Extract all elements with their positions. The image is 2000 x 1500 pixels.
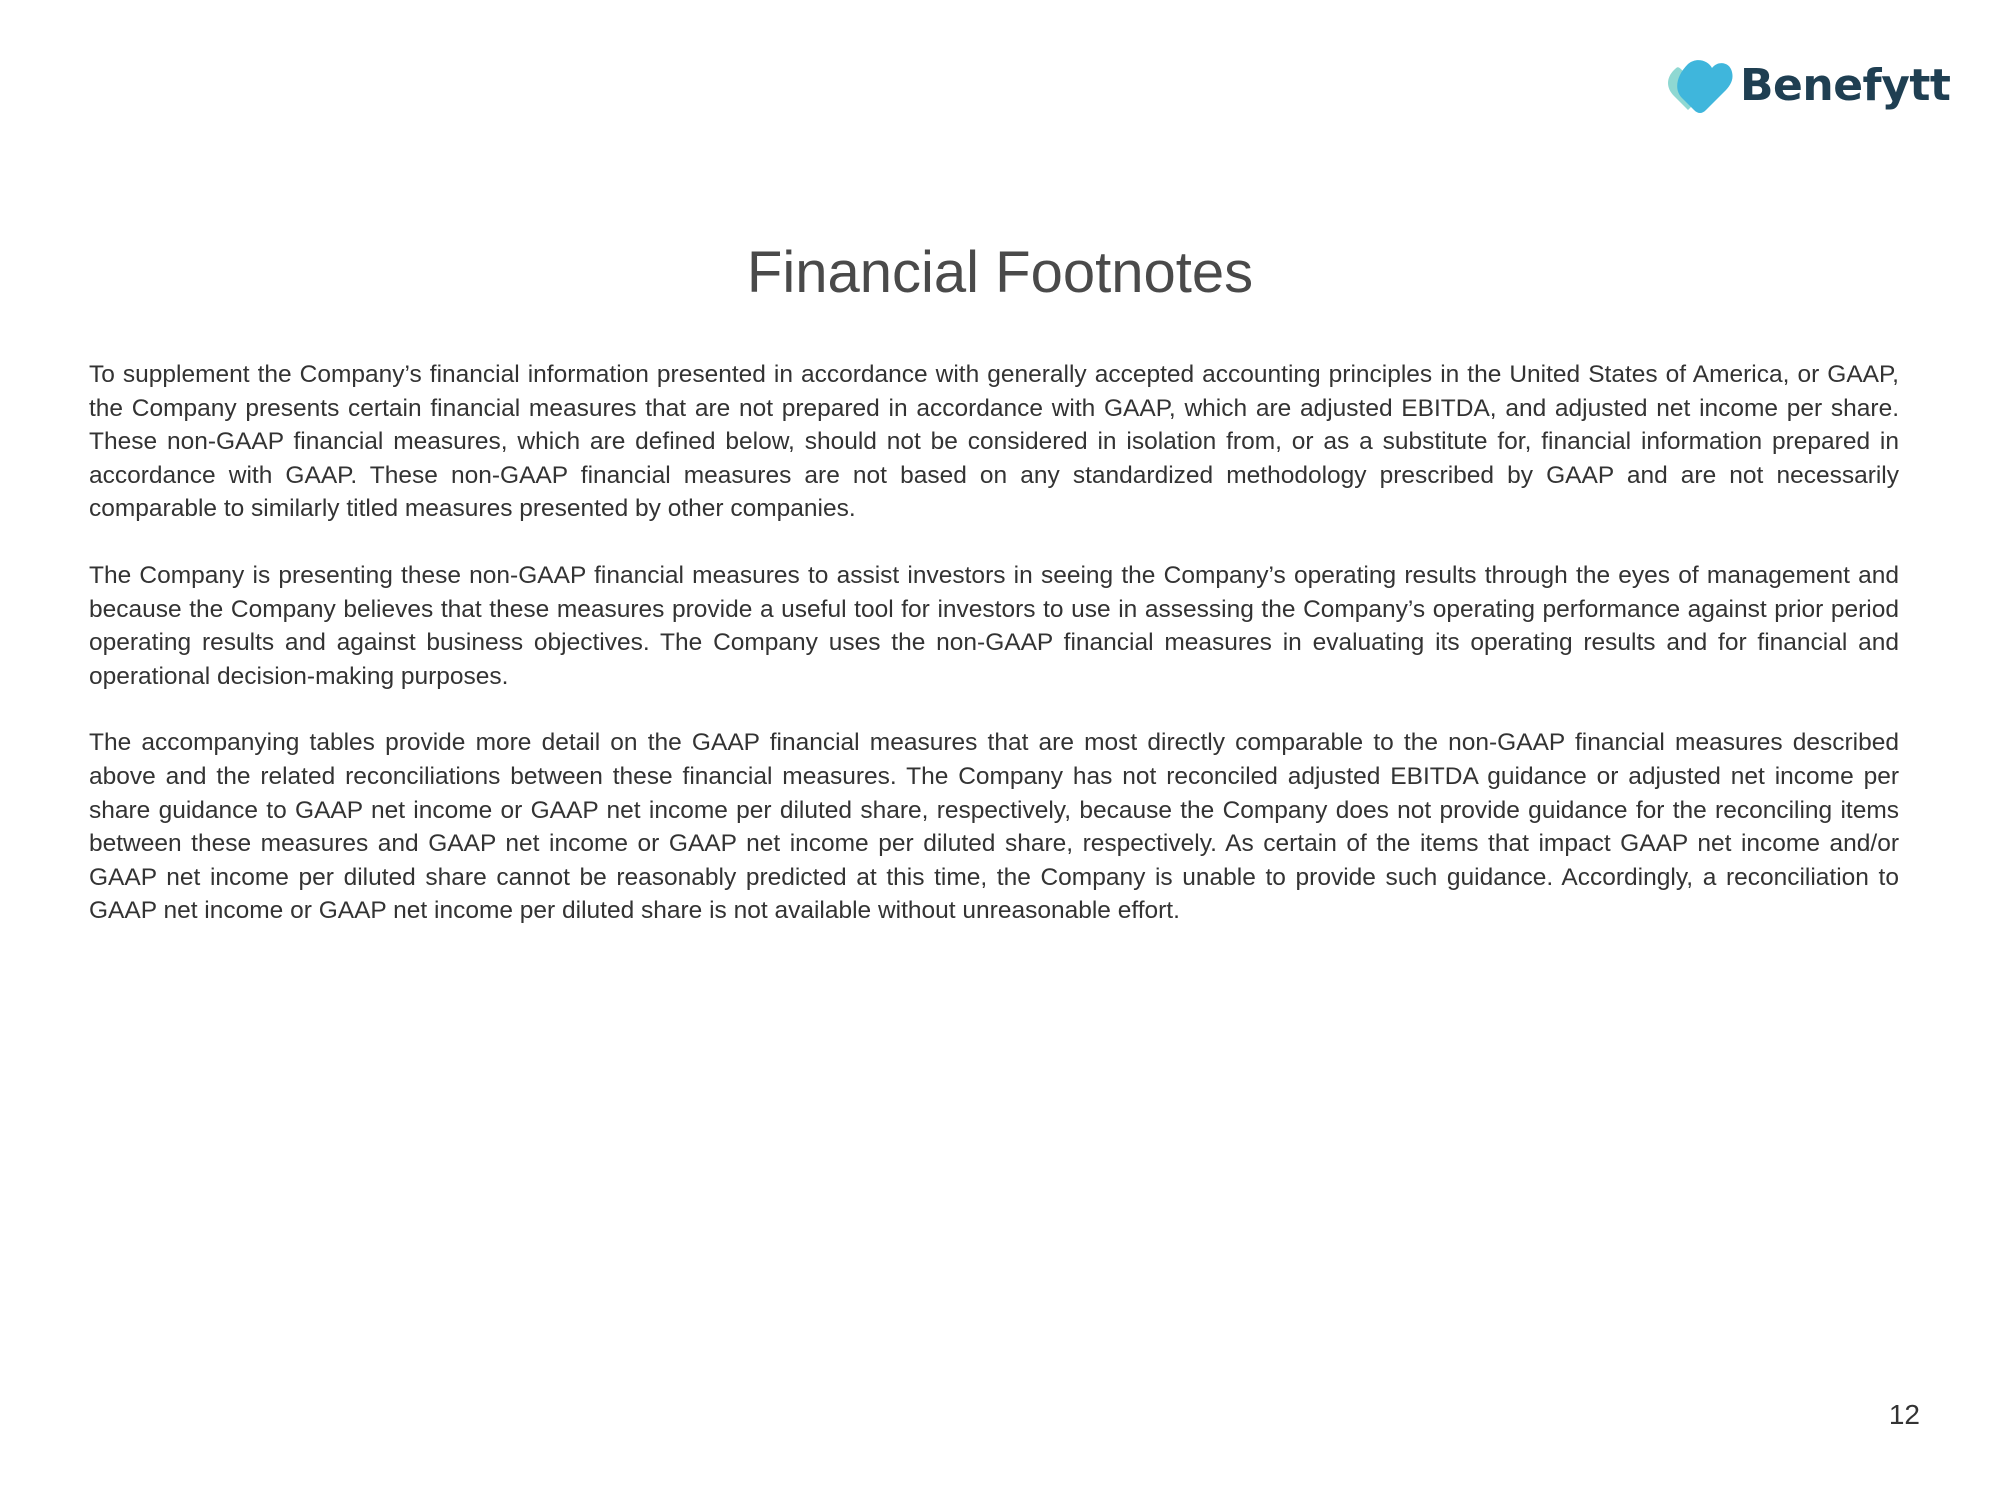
footnote-paragraph: To supplement the Company’s financial information presented in accordance with generally accepted accounting principles in the United States of America, or GAAP, the Company presents certain financial measures that are not prepared in accordance with GAAP, which are adjusted EBITDA, and adjusted net income per share. These non-GAAP financial measures, which are defined below, should not be considered in isolation from, or as a substitute for, financial information prepared in accordance with GAAP. These non-GAAP financial measures are not based on any standardized methodology prescribed by GAAP and are not necessarily comparable to similarly titled measures presented by other companies.: [89, 361, 1899, 523]
logo-wordmark: Benefytt: [1740, 60, 1951, 111]
footnote-paragraph: The Company is presenting these non-GAAP financial measures to assist investors in seeing the Company’s operating results through the eyes of management and because the Company believes that these measures provide a useful tool for investors to use in assessing the Company’s operating performance against prior period operating results and against business objectives. The Company uses the non-GAAP financial measures in evaluating its operating results and for financial and operational decision-making purposes.: [89, 561, 1899, 690]
heart-icon: [1664, 58, 1734, 114]
footnote-body: [89, 358, 1899, 961]
slide-title: Financial Footnotes: [746, 240, 1254, 305]
page-number: 12: [1888, 1399, 1920, 1430]
footnote-paragraph: The accompanying tables provide more detail on the GAAP financial measures that are most directly comparable to the non-GAAP financial measures described above and the related reconciliations between these financial measures. The Company has not reconciled adjusted EBITDA guidance or adjusted net income per share guidance to GAAP net income or GAAP net income per diluted share, respectively, because the Company does not provide guidance for the reconciling items between these measures and GAAP net income or GAAP net income per diluted share, respectively. As certain of the items that impact GAAP net income and/or GAAP net income per diluted share cannot be reasonably predicted at this time, the Company is unable to provide such guidance. Accordingly, a reconciliation to GAAP net income or GAAP net income per diluted share is not available without unreasonable effort.: [89, 729, 1899, 925]
benefytt-logo: [1664, 58, 1950, 114]
